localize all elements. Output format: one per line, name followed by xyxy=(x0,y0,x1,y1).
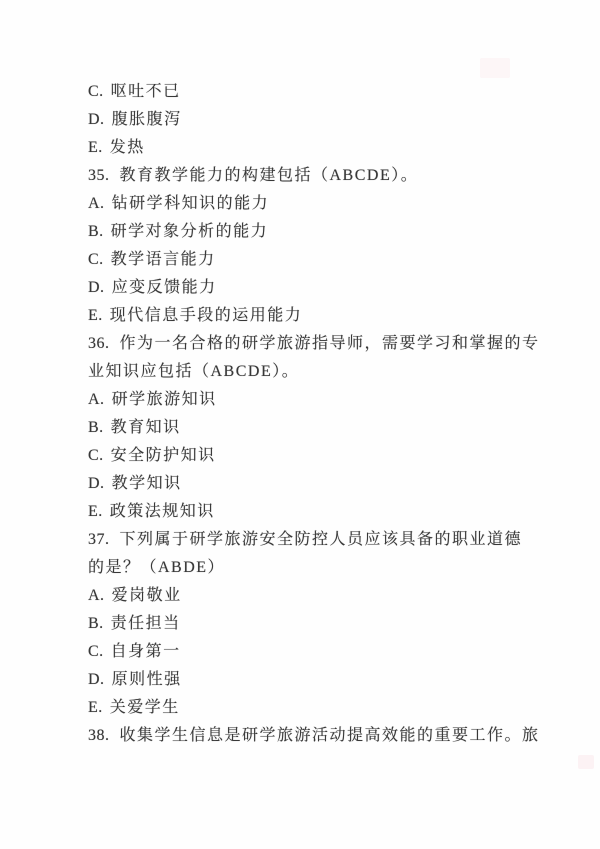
option-text: 关爱学生 xyxy=(109,699,180,716)
option-letter: D. xyxy=(88,475,105,492)
question-text: 教育教学能力的构建包括（ABCDE）。 xyxy=(119,167,419,184)
question-number: 36. xyxy=(88,335,110,352)
option-line xyxy=(88,106,568,134)
question-stem-line xyxy=(88,330,568,358)
option-text: 教学知识 xyxy=(111,475,182,492)
option-line xyxy=(88,638,568,666)
option-letter: E. xyxy=(88,139,103,156)
option-line xyxy=(88,582,568,610)
option-letter: E. xyxy=(88,699,103,716)
option-line xyxy=(88,414,568,442)
option-text: 钻研学科知识的能力 xyxy=(111,195,270,212)
option-line xyxy=(88,246,568,274)
option-text: 腹胀腹泻 xyxy=(111,111,182,128)
option-letter: D. xyxy=(88,671,105,688)
option-letter: B. xyxy=(88,615,104,632)
option-letter: D. xyxy=(88,111,105,128)
option-line xyxy=(88,302,568,330)
option-text: 研学旅游知识 xyxy=(111,391,217,408)
scan-artifact xyxy=(578,755,594,769)
option-text: 研学对象分析的能力 xyxy=(110,223,269,240)
option-letter: D. xyxy=(88,279,105,296)
option-letter: A. xyxy=(88,195,105,212)
option-line xyxy=(88,498,568,526)
option-text: 安全防护知识 xyxy=(110,447,216,464)
option-line xyxy=(88,218,568,246)
question-number: 38. xyxy=(88,727,110,744)
option-letter: C. xyxy=(88,447,104,464)
question-stem-line xyxy=(88,554,568,582)
question-text: 收集学生信息是研学旅游活动提高效能的重要工作。旅 xyxy=(119,727,540,744)
option-line xyxy=(88,134,568,162)
question-text: 的是？（ABDE） xyxy=(88,559,226,576)
option-letter: C. xyxy=(88,83,104,100)
option-letter: B. xyxy=(88,419,104,436)
option-text: 原则性强 xyxy=(111,671,182,688)
question-text: 下列属于研学旅游安全防控人员应该具备的职业道德 xyxy=(119,531,523,548)
option-line xyxy=(88,666,568,694)
option-line xyxy=(88,386,568,414)
option-line xyxy=(88,442,568,470)
option-text: 呕吐不已 xyxy=(110,83,181,100)
option-line xyxy=(88,470,568,498)
option-text: 教学语言能力 xyxy=(110,251,216,268)
question-stem-line xyxy=(88,358,568,386)
option-line xyxy=(88,190,568,218)
question-number: 37. xyxy=(88,531,110,548)
option-text: 发热 xyxy=(109,139,145,156)
question-stem-line xyxy=(88,162,568,190)
option-text: 爱岗敬业 xyxy=(111,587,182,604)
option-line xyxy=(88,610,568,638)
option-letter: B. xyxy=(88,223,104,240)
question-stem-line xyxy=(88,526,568,554)
scan-artifact xyxy=(480,58,510,78)
question-stem-line xyxy=(88,722,568,750)
option-letter: C. xyxy=(88,251,104,268)
option-letter: A. xyxy=(88,587,105,604)
option-text: 责任担当 xyxy=(110,615,181,632)
option-text: 应变反馈能力 xyxy=(111,279,217,296)
text-column xyxy=(88,78,568,750)
question-number: 35. xyxy=(88,167,110,184)
option-text: 自身第一 xyxy=(110,643,181,660)
option-line xyxy=(88,78,568,106)
option-letter: C. xyxy=(88,643,104,660)
option-line xyxy=(88,694,568,722)
option-line xyxy=(88,274,568,302)
option-text: 现代信息手段的运用能力 xyxy=(109,307,303,324)
option-letter: E. xyxy=(88,307,103,324)
question-text: 业知识应包括（ABCDE）。 xyxy=(88,363,300,380)
option-letter: E. xyxy=(88,503,103,520)
option-text: 政策法规知识 xyxy=(109,503,215,520)
option-text: 教育知识 xyxy=(110,419,181,436)
question-text: 作为一名合格的研学旅游指导师，需要学习和掌握的专 xyxy=(119,335,540,352)
option-letter: A. xyxy=(88,391,105,408)
